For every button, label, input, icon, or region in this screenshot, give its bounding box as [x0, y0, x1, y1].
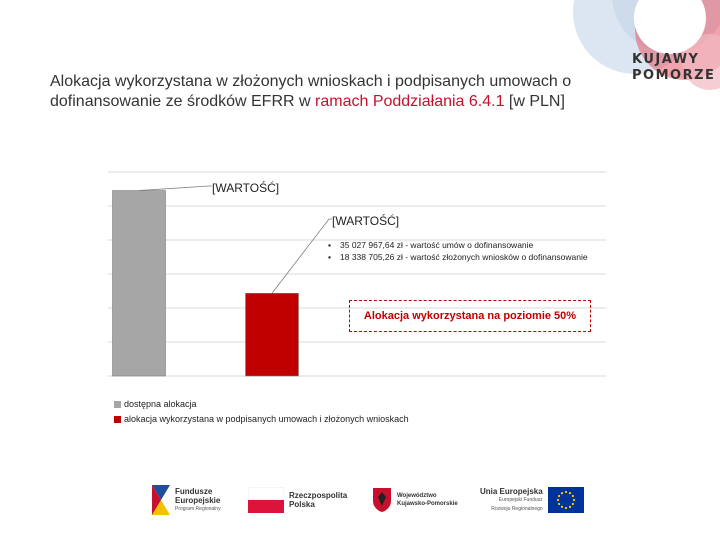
chart-legend	[114, 397, 409, 427]
ue-line-1: Unia Europejska	[480, 486, 543, 496]
rzeczpospolita-logo	[248, 481, 347, 519]
bullet-contracts-value: ▪ 35 027 967,64 zł - wartość umów o dofinansowanie	[328, 239, 588, 251]
legend-label-used: alokacja wykorzystana w podpisanych umowach i złożonych wnioskach	[124, 414, 409, 424]
eu-funding-logo-strip	[150, 481, 590, 521]
legend-item-used	[114, 412, 409, 427]
ue-line-2: Europejski Fundusz	[498, 496, 543, 503]
wojewodztwo-logo	[372, 481, 458, 519]
fe-line-1: Fundusze	[175, 486, 213, 496]
data-label-leader	[272, 219, 332, 293]
bar-available-allocation	[113, 191, 166, 376]
fe-line-3: Program Regionalny	[175, 505, 221, 512]
fe-line-2: Europejskie	[175, 495, 221, 505]
legend-label-available: dostępna alokacja	[124, 399, 197, 409]
bullet-applications-value: ▪ 18 338 705,26 zł - wartość złożonych wniosków o dofinansowanie	[328, 251, 588, 263]
woj-line-2: Kujawsko-Pomorskie	[397, 501, 458, 507]
brand-line-2: POMORZE	[632, 68, 716, 83]
title-part-2: [w PLN]	[504, 93, 565, 110]
title-part-1: Alokacja wykorzystana w złożonych wnioskach i podpisanych umowach o dofinansowanie ze środków EFRR w	[50, 73, 572, 110]
data-label: [WARTOŚĆ]	[212, 181, 280, 195]
rp-line-2: Polska	[289, 500, 315, 509]
data-label-leader	[139, 186, 212, 191]
title-highlight: ramach Poddziałania 6.4.1	[315, 93, 505, 110]
coat-of-arms-icon	[372, 487, 392, 513]
data-label: [WARTOŚĆ]	[332, 214, 400, 228]
legend-swatch-red	[114, 416, 121, 423]
fundusze-europejskie-logo	[150, 481, 221, 519]
eu-flag-icon	[548, 487, 584, 513]
legend-item-available	[114, 397, 409, 412]
rp-line-1: Rzeczpospolita	[289, 491, 348, 500]
fe-star-icon	[150, 483, 172, 517]
brand-line-1: KUJAWY	[632, 52, 700, 67]
woj-line-1: Województwo	[397, 493, 437, 499]
unia-europejska-logo	[480, 481, 584, 519]
bar-used-allocation	[246, 293, 299, 376]
legend-swatch-grey	[114, 401, 121, 408]
allocation-annotation: Alokacja wykorzystana na poziomie 50%	[349, 300, 591, 332]
polish-flag-icon	[248, 487, 284, 513]
value-bullet-list	[328, 239, 588, 263]
ue-line-3: Rozwoju Regionalnego	[491, 505, 543, 512]
